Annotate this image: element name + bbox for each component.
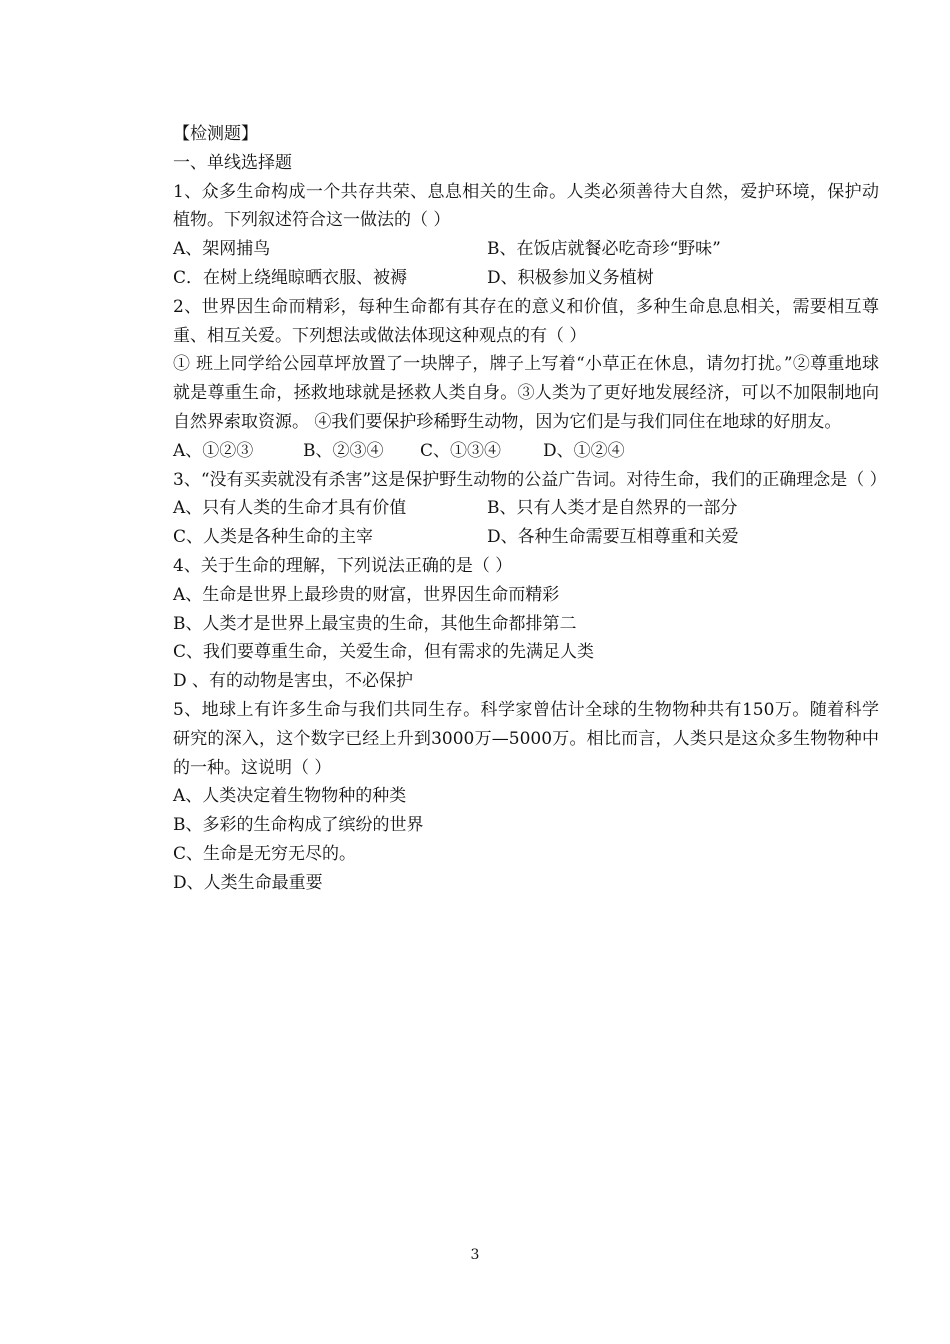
question-1-option-c: C．在树上绕绳晾晒衣服、被褥: [173, 267, 408, 288]
question-3-option-b: B、只有人类才是自然界的一部分: [487, 498, 738, 519]
question-5-option-c: C、生命是无穷无尽的。: [173, 843, 357, 864]
question-2-body: ① 班上同学给公园草坪放置了一块牌子，牌子上写着“小草正在休息，请勿打扰。”②尊重地球就是尊重生命，拯救地球就是拯救人类自身。③人类为了更好地发展经济，可以不加限制地向自然界索取资源。 ④我们要保护珍稀野生动物，因为它们是与我们同住在地球的好朋友。: [173, 354, 879, 432]
question-4-option-d: D 、有的动物是害虫，不必保护: [173, 671, 414, 692]
question-4-option-b: B、人类才是世界上最宝贵的生命，其他生命都排第二: [173, 613, 577, 634]
question-1-option-a: A、架网捕鸟: [173, 239, 271, 260]
question-3-option-d: D、各种生命需要互相尊重和关爱: [487, 527, 739, 548]
question-3-option-a: A、只有人类的生命才具有价值: [173, 498, 407, 519]
question-3-options-row-2: [173, 523, 879, 552]
question-3-stem: 3、“没有买卖就没有杀害”这是保护野生动物的公益广告词。对待生命，我们的正确理念是（ ）: [173, 469, 887, 490]
question-2-option-c: C、①③④: [420, 440, 502, 461]
question-1-option-b: B、在饭店就餐必吃奇珍“野味”: [487, 239, 721, 260]
question-1-stem: 1、众多生命构成一个共存共荣、息息相关的生命。人类必须善待大自然，爱护环境，保护动植物。下列叙述符合这一做法的（ ）: [173, 181, 879, 231]
question-1-option-d: D、积极参加义务植树: [487, 267, 654, 288]
question-2-option-b: B、②③④: [303, 440, 384, 461]
question-5-option-b: B、多彩的生命构成了缤纷的世界: [173, 815, 424, 836]
document-content: [173, 120, 887, 898]
question-3-options-row-1: [173, 494, 879, 523]
question-2-stem: 2、世界因生命而精彩，每种生命都有其存在的意义和价值，多种生命息息相关，需要相互尊重、相互关爱。下列想法或做法体现这种观点的有（ ）: [173, 296, 879, 346]
exercise-heading: 【检测题】: [173, 124, 258, 144]
page-number: 3: [470, 1247, 480, 1263]
question-5-option-a: A、人类决定着生物物种的种类: [173, 786, 407, 807]
question-5-stem: 5、地球上有许多生命与我们共同生存。科学家曾估计全球的生物物种共有150万。随着科学研究的深入，这个数字已经上升到3000万—5000万。相比而言，人类只是这众多生物物种中的一种。这说明（ ）: [173, 699, 879, 778]
question-1-options-row-1: [173, 235, 879, 264]
question-1-options-row-2: [173, 264, 879, 293]
question-4-option-a: A、生命是世界上最珍贵的财富，世界因生命而精彩: [173, 584, 560, 605]
question-4-option-c: C、我们要尊重生命，关爱生命，但有需求的先满足人类: [173, 642, 595, 663]
question-2-options: [173, 437, 879, 466]
question-5-option-d: D、人类生命最重要: [173, 872, 323, 893]
question-4-stem: 4、关于生命的理解，下列说法正确的是（ ）: [173, 555, 513, 576]
question-2-option-d: D、①②④: [543, 440, 625, 461]
question-2-option-a: A、①②③: [173, 440, 254, 461]
question-3-option-c: C、人类是各种生命的主宰: [173, 527, 374, 548]
section-title: 一、单线选择题: [173, 152, 292, 173]
